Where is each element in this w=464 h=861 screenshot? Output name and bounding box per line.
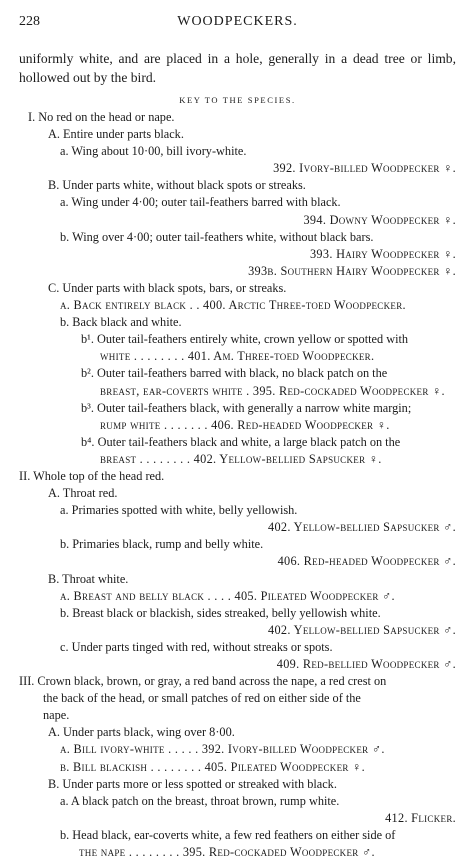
key-line: B. Under parts white, without black spots or streaks.: [48, 178, 306, 193]
key-line: 394. Downy Woodpecker ♀.: [303, 212, 456, 227]
key-line: 393. Hairy Woodpecker ♀.: [309, 246, 456, 261]
intro-paragraph: uniformly white, and are placed in a hole, generally in a dead tree or limb, hollowed out by the bird.: [19, 51, 456, 85]
key-line: c. Under parts tinged with red, without streaks or spots.: [60, 639, 333, 654]
key-line: b⁴. Outer tail-feathers black and white, a large black patch on the: [81, 434, 401, 449]
key-line: A. Under parts black, wing over 8·00.: [48, 725, 235, 740]
key-line: a. Back entirely black . . 400. Arctic Three-toed Woodpecker.: [60, 298, 406, 313]
key-line: white . . . . . . . . 401. Am. Three-toed Woodpecker.: [100, 349, 375, 364]
key-line: breast . . . . . . . . 402. Yellow-bellied Sapsucker ♀.: [100, 451, 382, 466]
key-line: A. Throat red.: [48, 486, 118, 501]
key-line: the back of the head, or small patches of red on either side of the: [43, 691, 361, 706]
key-line: breast, ear-coverts white . 395. Red-cockaded Woodpecker ♀.: [100, 383, 445, 398]
key-line: b. Head black, ear-coverts white, a few red feathers on either side of: [60, 827, 396, 842]
key-line: 393b. Southern Hairy Woodpecker ♀.: [248, 263, 456, 278]
key-line: rump white . . . . . . . 406. Red-headed Woodpecker ♀.: [100, 417, 390, 432]
key-line: a. Bill ivory-white . . . . . 392. Ivory-billed Woodpecker ♂.: [60, 742, 385, 757]
key-line: A. Entire under parts black.: [48, 127, 184, 142]
key-line: b. Wing over 4·00; outer tail-feathers white, without black bars.: [60, 229, 374, 244]
key-line: B. Throat white.: [48, 571, 129, 586]
key-line: a. Breast and belly black . . . . 405. Pileated Woodpecker ♂.: [60, 588, 395, 603]
page-header: [19, 14, 456, 36]
key-line: a. Wing about 10·00, bill ivory-white.: [60, 144, 247, 159]
key-line: b². Outer tail-feathers barred with black, no black patch on the: [81, 366, 388, 381]
key-line: a. A black patch on the breast, throat brown, rump white.: [60, 793, 340, 808]
key-line: b¹. Outer tail-feathers entirely white, crown yellow or spotted with: [81, 332, 409, 347]
key-line: b. Back black and white.: [60, 315, 182, 330]
key-line: 402. Yellow-bellied Sapsucker ♂.: [268, 622, 456, 637]
key-line: B. Under parts more or less spotted or streaked with black.: [48, 776, 337, 791]
key-line: b. Primaries black, rump and belly white.: [60, 537, 264, 552]
key-line: the nape . . . . . . . . 395. Red-cockaded Woodpecker ♂.: [79, 845, 375, 860]
species-key: [19, 109, 456, 861]
key-line: 392. Ivory-billed Woodpecker ♀.: [273, 161, 456, 176]
key-line: III. Crown black, brown, or gray, a red band across the nape, a red crest on: [19, 674, 387, 689]
key-line: a. Primaries spotted with white, belly yellowish.: [60, 503, 298, 518]
key-line: II. Whole top of the head red.: [19, 468, 165, 483]
page-number: 228: [19, 14, 40, 29]
key-line: a. Wing under 4·00; outer tail-feathers barred with black.: [60, 195, 341, 210]
key-line: 409. Red-bellied Woodpecker ♂.: [276, 657, 456, 671]
key-line: 402. Yellow-bellied Sapsucker ♂.: [268, 520, 456, 535]
key-line: b³. Outer tail-feathers black, with generally a narrow white margin;: [81, 400, 412, 415]
key-line: C. Under parts with black spots, bars, or streaks.: [48, 280, 287, 295]
key-line: 406. Red-headed Woodpecker ♂.: [277, 554, 456, 569]
key-line: I. No red on the head or nape.: [28, 110, 175, 124]
key-line: b. Bill blackish . . . . . . . . 405. Pileated Woodpecker ♀.: [60, 759, 365, 774]
running-title: WOODPECKERS.: [177, 14, 298, 29]
key-line: 412. Flicker.: [385, 810, 456, 825]
key-title: KEY TO THE SPECIES.: [179, 95, 296, 105]
key-line: nape.: [43, 708, 70, 723]
key-line: b. Breast black or blackish, sides streaked, belly yellowish white.: [60, 605, 381, 620]
